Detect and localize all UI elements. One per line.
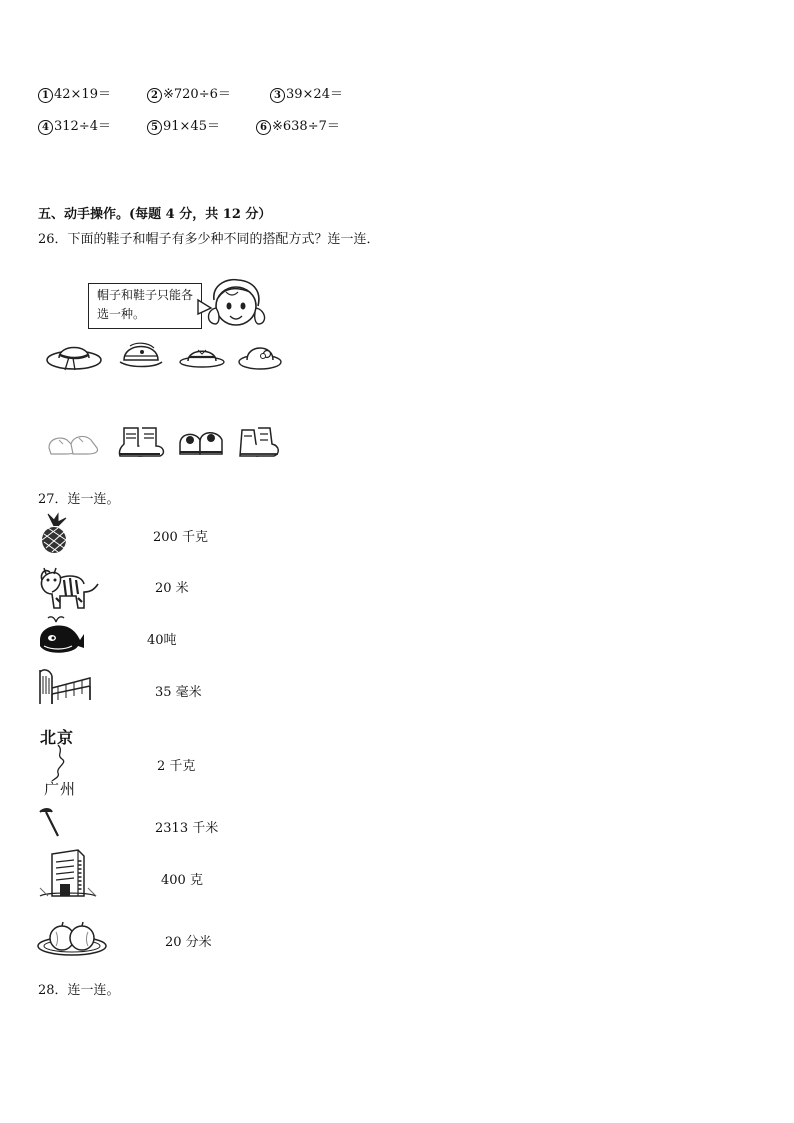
section-title: 五、动手操作。(每题 4 分，共 12 分） — [38, 207, 272, 222]
shoe-icon-2 — [116, 424, 166, 460]
shoe-icon-1 — [45, 428, 101, 458]
answer-3: 40吨 — [147, 633, 177, 648]
calc-item-2: 2 ※720÷6＝ — [147, 83, 231, 103]
hat-icon-4 — [237, 338, 283, 372]
tiger-icon — [36, 562, 102, 612]
question-28-text: 28．连一连。 — [38, 983, 120, 998]
speech-bubble — [88, 283, 202, 329]
answer-6: 2313 千米 — [155, 821, 219, 836]
building-icon — [38, 848, 98, 900]
map-label-bottom: 广州 — [44, 780, 77, 798]
question-26-text: 26．下面的鞋子和帽子有多少种不同的搭配方式？连一连． — [38, 232, 380, 247]
answer-1: 200 千克 — [153, 530, 208, 545]
hat-icon-1 — [45, 338, 103, 374]
nail-icon — [38, 808, 62, 838]
answer-4: 35 毫米 — [155, 685, 202, 700]
calc-item-1: 1 42×19＝ — [38, 83, 111, 103]
answer-8: 20 分米 — [165, 935, 212, 950]
speech-bubble-text: 帽子和鞋子只能各选一种。 — [97, 288, 194, 321]
bed-icon — [36, 664, 94, 708]
whale-icon — [36, 614, 86, 658]
route-line-icon — [44, 745, 84, 781]
pineapple-icon — [36, 514, 72, 554]
answer-5: 2 千克 — [157, 759, 196, 774]
shoe-icon-4 — [236, 424, 282, 460]
answer-2: 20 米 — [155, 581, 189, 596]
shoe-icon-3 — [176, 426, 226, 458]
girl-face-icon — [206, 278, 268, 334]
answer-7: 400 克 — [161, 873, 203, 888]
calc-item-6: 6 ※638÷7＝ — [256, 115, 340, 135]
hat-icon-2 — [118, 338, 164, 372]
calc-item-5: 5 91×45＝ — [147, 115, 220, 135]
hat-icon-3 — [178, 342, 226, 370]
calc-item-4: 4 312÷4＝ — [38, 115, 111, 135]
calc-item-3: 3 39×24＝ — [270, 83, 343, 103]
question-27-text: 27．连一连。 — [38, 492, 120, 507]
fruit-plate-icon — [36, 918, 108, 958]
map-label-top: 北京 — [40, 728, 75, 747]
